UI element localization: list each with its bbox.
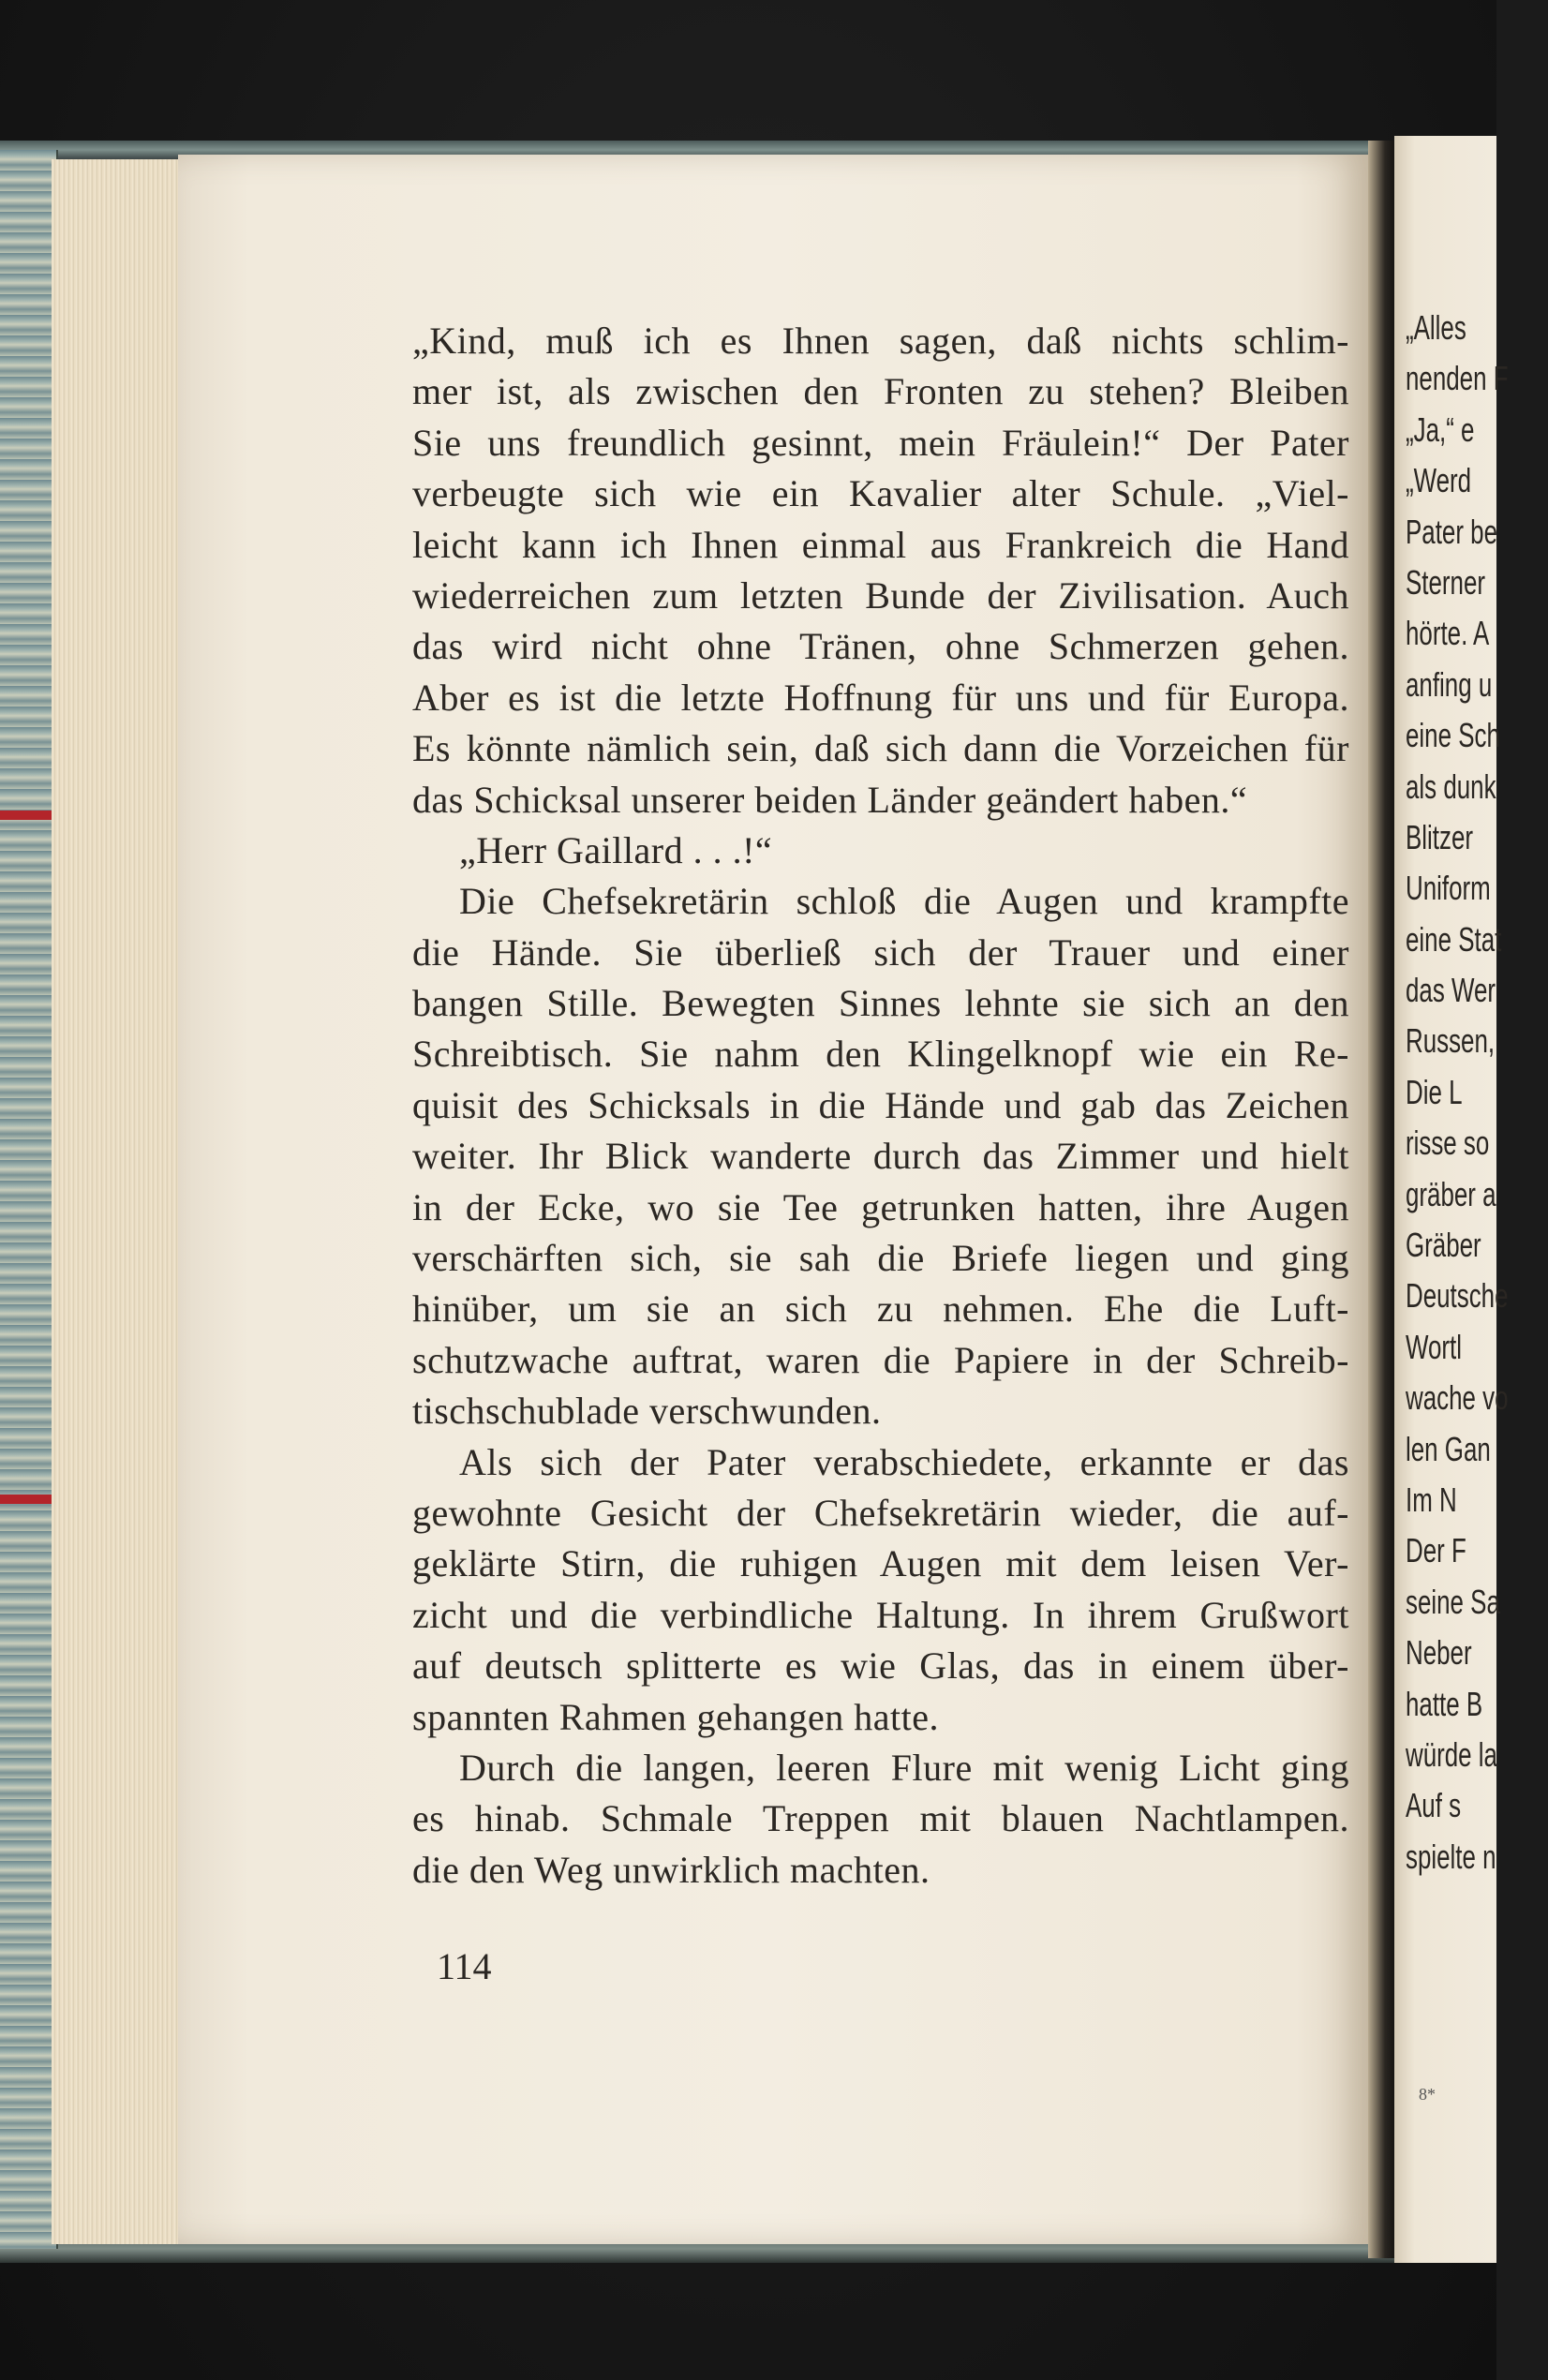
text-line-fragment: Sterner — [1406, 562, 1486, 602]
text-line: Schreibtisch. Sie nahm den Klingelknopf wie ein Re- — [412, 1033, 1349, 1076]
text-line: „Kind, muß ich es Ihnen sagen, daß nichts schlim- — [412, 320, 1349, 362]
text-line: Es könnte nämlich sein, daß sich dann die Vorzeichen für — [412, 727, 1349, 770]
text-line: die den Weg unwirklich machten. — [412, 1848, 930, 1891]
text-line: Die Chefsekretärin schloß die Augen und krampfte — [459, 880, 1349, 923]
text-line: quisit des Schicksals in die Hände und gab das Zeichen — [412, 1083, 1349, 1126]
text-line: spannten Rahmen gehangen hatte. — [412, 1695, 939, 1738]
text-line-fragment: als dunk — [1406, 766, 1496, 806]
left-page-text — [412, 316, 1349, 1896]
text-line-fragment: nenden F — [1406, 359, 1509, 398]
text-line: geklärte Stirn, die ruhigen Augen mit dem leisen Ver- — [412, 1542, 1349, 1585]
page-number: 114 — [437, 1945, 492, 1987]
text-line: bangen Stille. Bewegten Sinnes lehnte sie sich an den — [412, 982, 1349, 1025]
text-line: Aber es ist die letzte Hoffnung für uns und für Europa. — [412, 676, 1349, 719]
text-line: das Schicksal unserer beiden Länder geändert haben.“ — [412, 778, 1248, 821]
text-line-fragment: Wortl — [1406, 1327, 1463, 1366]
text-line: weiter. Ihr Blick wanderte durch das Zimmer und hielt — [412, 1135, 1349, 1178]
book-gutter — [1368, 141, 1396, 2258]
text-line-fragment: spielte n — [1406, 1837, 1496, 1876]
text-line: zicht und die verbindliche Haltung. In ihrem Grußwort — [412, 1593, 1349, 1636]
text-line: tischschublade verschwunden. — [412, 1390, 882, 1433]
text-line-fragment: Russen, — [1406, 1021, 1496, 1061]
text-line: Durch die langen, leeren Flure mit wenig Licht ging — [459, 1746, 1349, 1789]
text-line: leicht kann ich Ihnen einmal aus Frankreich die Hand — [412, 523, 1349, 566]
page-block-edges — [52, 159, 183, 2244]
text-line-fragment: anfing u — [1406, 664, 1493, 704]
right-page-number: 8* — [1419, 2085, 1436, 2104]
text-line-fragment: Auf s — [1406, 1786, 1462, 1825]
text-line-fragment: eine Stat — [1406, 919, 1502, 959]
text-line-fragment: Blitzer — [1406, 817, 1474, 856]
text-line-fragment: Uniform — [1406, 869, 1491, 908]
text-line-fragment: hatte B — [1406, 1684, 1483, 1723]
text-line-fragment: Der F — [1406, 1531, 1466, 1570]
text-line-fragment: hörte. A — [1406, 614, 1490, 653]
text-line-fragment: seine Sa — [1406, 1582, 1500, 1621]
text-line: verbeugte sich wie ein Kavalier alter Schule. „Viel- — [412, 472, 1349, 515]
text-line: verschärften sich, sie sah die Briefe liegen und ging — [412, 1237, 1349, 1280]
text-line-fragment: Die L — [1406, 1072, 1463, 1111]
text-line: die Hände. Sie überließ sich der Trauer und einer — [412, 930, 1349, 974]
text-line-fragment: „Werd — [1406, 461, 1472, 500]
text-line: mer ist, als zwischen den Fronten zu stehen? Bleiben — [412, 370, 1349, 413]
text-line-fragment: Im N — [1406, 1480, 1457, 1519]
text-line: gewohnte Gesicht der Chefsekretärin wieder, die auf- — [412, 1491, 1349, 1534]
text-line-fragment: Pater be — [1406, 512, 1497, 551]
text-line-fragment: Gräber — [1406, 1226, 1481, 1265]
text-line: Als sich der Pater verabschiedete, erkannte er das — [459, 1440, 1349, 1483]
text-line-fragment: Neber — [1406, 1633, 1472, 1673]
text-line-fragment: wache vo — [1406, 1378, 1509, 1418]
text-line: wiederreichen zum letzten Bunde der Zivilisation. Auch — [412, 573, 1349, 617]
text-line-fragment: risse so — [1406, 1123, 1490, 1163]
text-line-fragment: „Ja,“ e — [1406, 409, 1475, 449]
text-line: in der Ecke, wo sie Tee getrunken hatten, ihre Augen — [412, 1185, 1349, 1228]
text-line-fragment: eine Sch — [1406, 716, 1500, 755]
text-line-fragment: würde la — [1406, 1734, 1497, 1774]
text-line-fragment: „Alles — [1406, 308, 1466, 347]
text-line-fragment: Deutsche — [1406, 1276, 1509, 1316]
text-line-fragment: len Gan — [1406, 1429, 1491, 1468]
right-page — [1394, 136, 1509, 2263]
cover-red-mark — [0, 1495, 56, 1504]
text-line: schutzwache auftrat, waren die Papiere in der Schreib- — [412, 1338, 1349, 1381]
text-line: „Herr Gaillard . . .!“ — [459, 828, 773, 871]
text-line: Sie uns freundlich gesinnt, mein Fräulein!“ Der Pater — [412, 421, 1349, 464]
text-line: auf deutsch splitterte es wie Glas, das in einem über- — [412, 1644, 1349, 1688]
right-page-text — [1406, 303, 1548, 1882]
cover-red-mark — [0, 811, 56, 820]
book-cover-left-edge — [0, 150, 58, 2249]
text-line: das wird nicht ohne Tränen, ohne Schmerzen gehen. — [412, 625, 1349, 668]
text-line: es hinab. Schmale Treppen mit blauen Nachtlampen. — [412, 1797, 1349, 1840]
text-line-fragment: das Wer — [1406, 971, 1496, 1010]
text-line: hinüber, um sie an sich zu nehmen. Ehe die Luft- — [412, 1287, 1349, 1331]
text-line-fragment: gräber a — [1406, 1174, 1496, 1213]
